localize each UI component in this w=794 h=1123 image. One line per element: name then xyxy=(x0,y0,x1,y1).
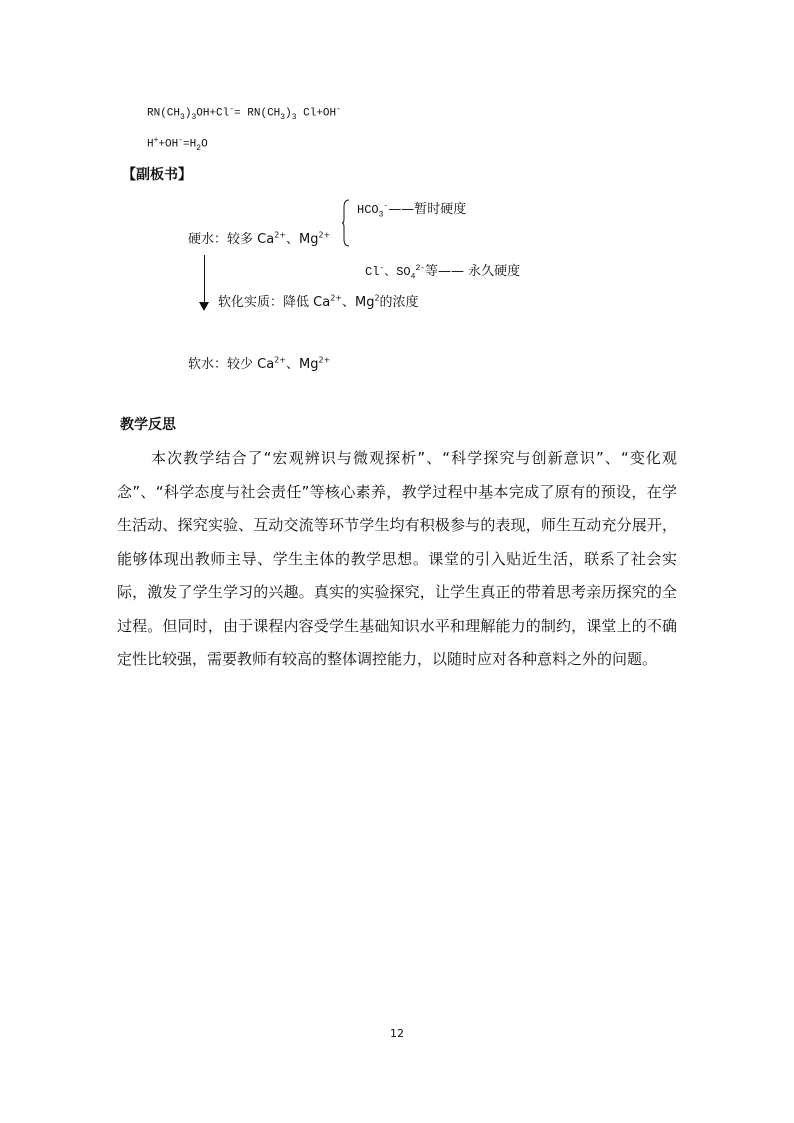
permanent-hardness-line: Cl-、$SO_4^{2-}$等—— 永久硬度 xyxy=(365,264,521,282)
reflection-title: 教学反思 xyxy=(120,417,176,433)
sub-board-title: 【副板书】 xyxy=(122,167,192,183)
curly-brace-icon xyxy=(342,199,350,247)
equation-ion-exchange: $RN(CH_3)_3OH+Cl^-= RN(CH_3)_3$ Cl+OH- xyxy=(147,105,341,122)
equation-neutralization: $H^++OH^-=H_2O$ xyxy=(147,136,208,153)
hard-water-line: 硬水：较多 $Ca^{2+}$、$Mg^{2+}$ xyxy=(188,230,331,247)
down-arrow-icon xyxy=(199,302,209,311)
soft-water-line: 软水：较少 $Ca^{2+}$、$Mg^{2+}$ xyxy=(188,355,331,372)
page-number: 12 xyxy=(390,1027,404,1040)
temporary-hardness-line: $HCO_3^-——$暂时硬度 xyxy=(357,202,467,220)
down-arrow-shaft xyxy=(204,255,205,303)
softening-essence-line: 软化实质：降低 $Ca^{2+}$、Mg$^2$的浓度 xyxy=(218,293,419,310)
reflection-paragraph: 本次教学结合了“宏观辨识与微观探析”、“科学探究与创新意识”、“变化观念”、“科学态度与社会责任”等核心素养，教学过程中基本完成了原有的预设，在学生活动、探究实验、互动交流等环节学生均有积极参与的表现，师生互动充分展开，能够体现出教师主导、学生主体的教学思想。课堂的引入贴近生活，联系了社会实际，激发了学生学习的兴趣。真实的实验探究，让学生真正的带着思考亲历探究的全过程。但同时，由于课程内容受学生基础知识水平和理解能力的制约，课堂上的不确定性比较强，需要教师有较高的整体调控能力，以随时应对各种意料之外的问题。 xyxy=(117,449,677,668)
